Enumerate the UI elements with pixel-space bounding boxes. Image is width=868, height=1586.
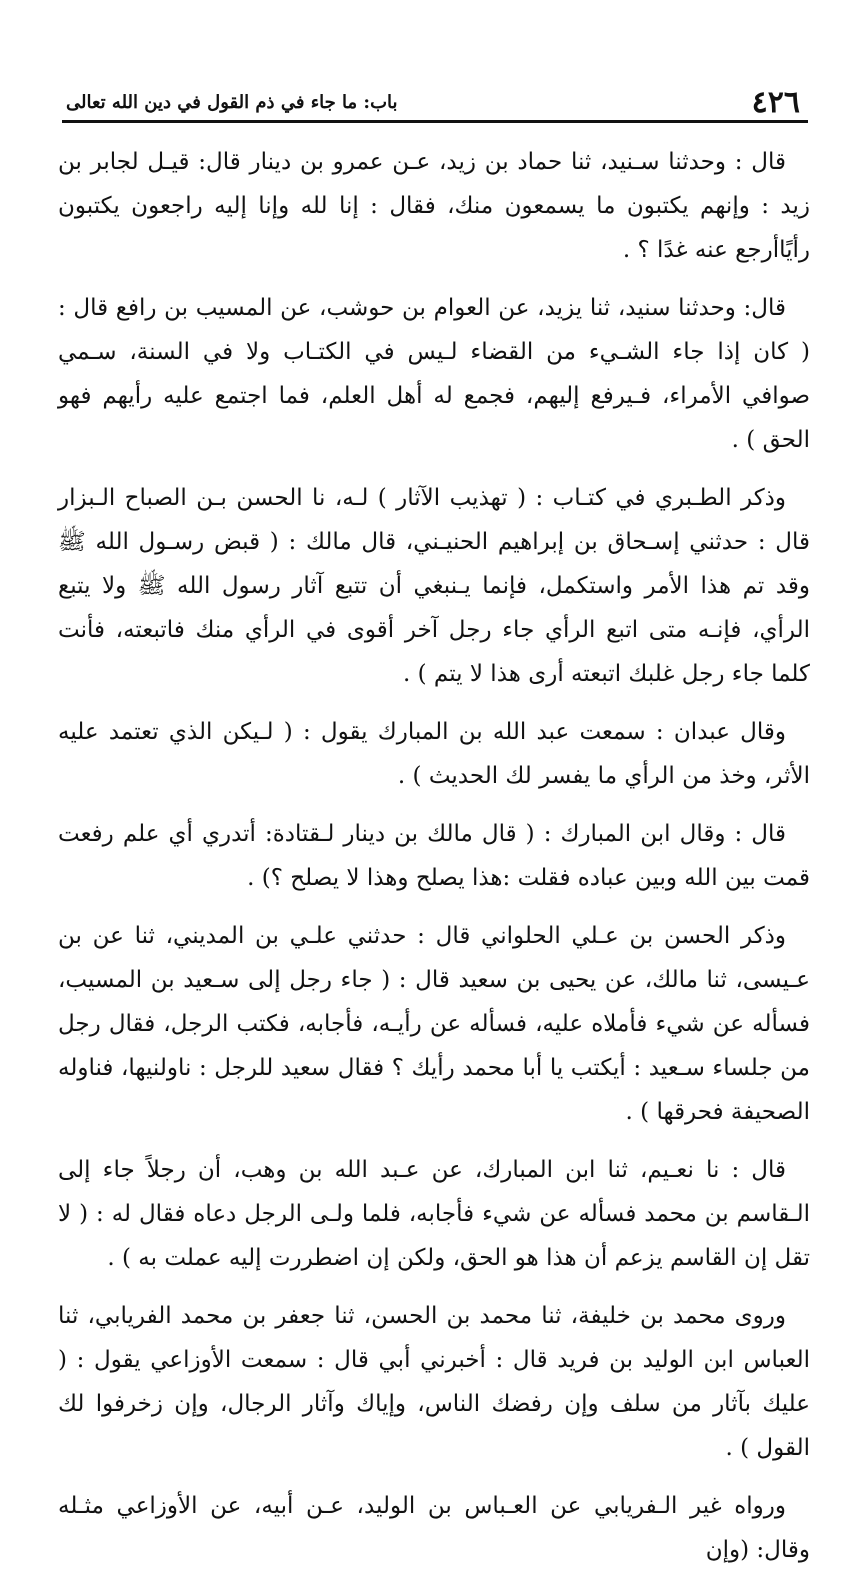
page-number: ٤٢٦ [751,85,800,120]
page-header [62,84,808,118]
paragraph-2: قال: وحدثنا سنيد، ثنا يزيد، عن العوام بن حوشب، عن المسيب بن رافع قال : ( كان إذا جاء الشـيء من القضاء لـيس في الكتـاب ولا في السنة، سـمي صوافي الأمراء، فـيرفع إليهم، فجمع له أهل العلم، فما اجتمع عليه رأيهم فهو الحق ) . [58,295,810,453]
paragraph-1: قال : وحدثنا سـنيد، ثنا حماد بن زيد، عـن عمرو بن دينار قال: قيـل لجابر بن زيد : وإنهم يكتبون ما يسمعون منك، فقال : إنا لله وإنا إليه راجعون يكتبون رأيًاأرجع عنه غدًا ؟ . [58,149,810,263]
paragraph-7: قال : نا نعـيم، ثنا ابن المبارك، عن عـبد الله بن وهب، أن رجلاً جاء إلى الـقاسم بن محمد فسأله عن شيء فأجابه، فلما ولـى الرجل دعاه فقال له : ( لا تقل إن القاسم يزعم أن هذا هو الحق، ولكن إن اضطررت إليه عملت به ) . [58,1157,810,1271]
paragraph-3: وذكر الطـبري في كتـاب : ( تهذيب الآثار ) لـه، نا الحسن بـن الصباح الـبزار قال : حدثني إسـحاق بن إبراهيم الحنيـني، قال مالك : ( قبض رسـول الله ﷺ وقد تم هذا الأمر واستكمل، فإنما يـنبغي أن تتبع آثار رسول الله ﷺ ولا يتبع الرأي، فإنـه متى اتبع الرأي جاء رجل آخر أقوى في الرأي منك فاتبعته، فأنت كلما جاء رجل غلبك اتبعته أرى هذا لا يتم ) . [58,485,810,687]
running-title: باب: ما جاء في ذم القول في دين الله تعالى [66,92,398,113]
header-rule [62,120,808,123]
paragraph-9: ورواه غير الـفريابي عن العـباس بن الوليد، عـن أبيه، عن الأوزاعي مثـله وقال: (وإن [58,1493,810,1563]
paragraph-6: وذكر الحسن بن عـلي الحلواني قال : حدثني علـي بن المديني، ثنا عن بن عـيسى، ثنا مالك، عن يحيى بن سعيد قال : ( جاء رجل إلى سـعيد بن المسيب، فسأله عن شيء فأملاه عليه، فسأله عن رأيـه، فأجابه، فكتب الرجل، فقال رجل من جلساء سـعيد : أيكتب يا أبا محمد رأيك ؟ فقال سعيد للرجل : ناولنيها، فناوله الصحيفة فحرقها ) . [58,923,810,1125]
page-body [58,140,810,1586]
paragraph-5: قال : وقال ابن المبارك : ( قال مالك بن دينار لـقتادة: أتدري أي علم رفعت قمت بين الله وبين عباده فقلت :هذا يصلح وهذا لا يصلح ؟) . [58,821,810,891]
paragraph-8: وروى محمد بن خليفة، ثنا محمد بن الحسن، ثنا جعفر بن محمد الفريابي، ثنا العباس ابن الوليد بن فريد قال : أخبرني أبي قال : سمعت الأوزاعي يقول : ( عليك بآثار من سلف وإن رفضك الناس، وإياك وآثار الرجال، وإن زخرفوا لك القول ) . [58,1303,810,1461]
paragraph-4: وقال عبدان : سمعت عبد الله بن المبارك يقول : ( لـيكن الذي تعتمد عليه الأثر، وخذ من الرأي ما يفسر لك الحديث ) . [58,719,810,789]
